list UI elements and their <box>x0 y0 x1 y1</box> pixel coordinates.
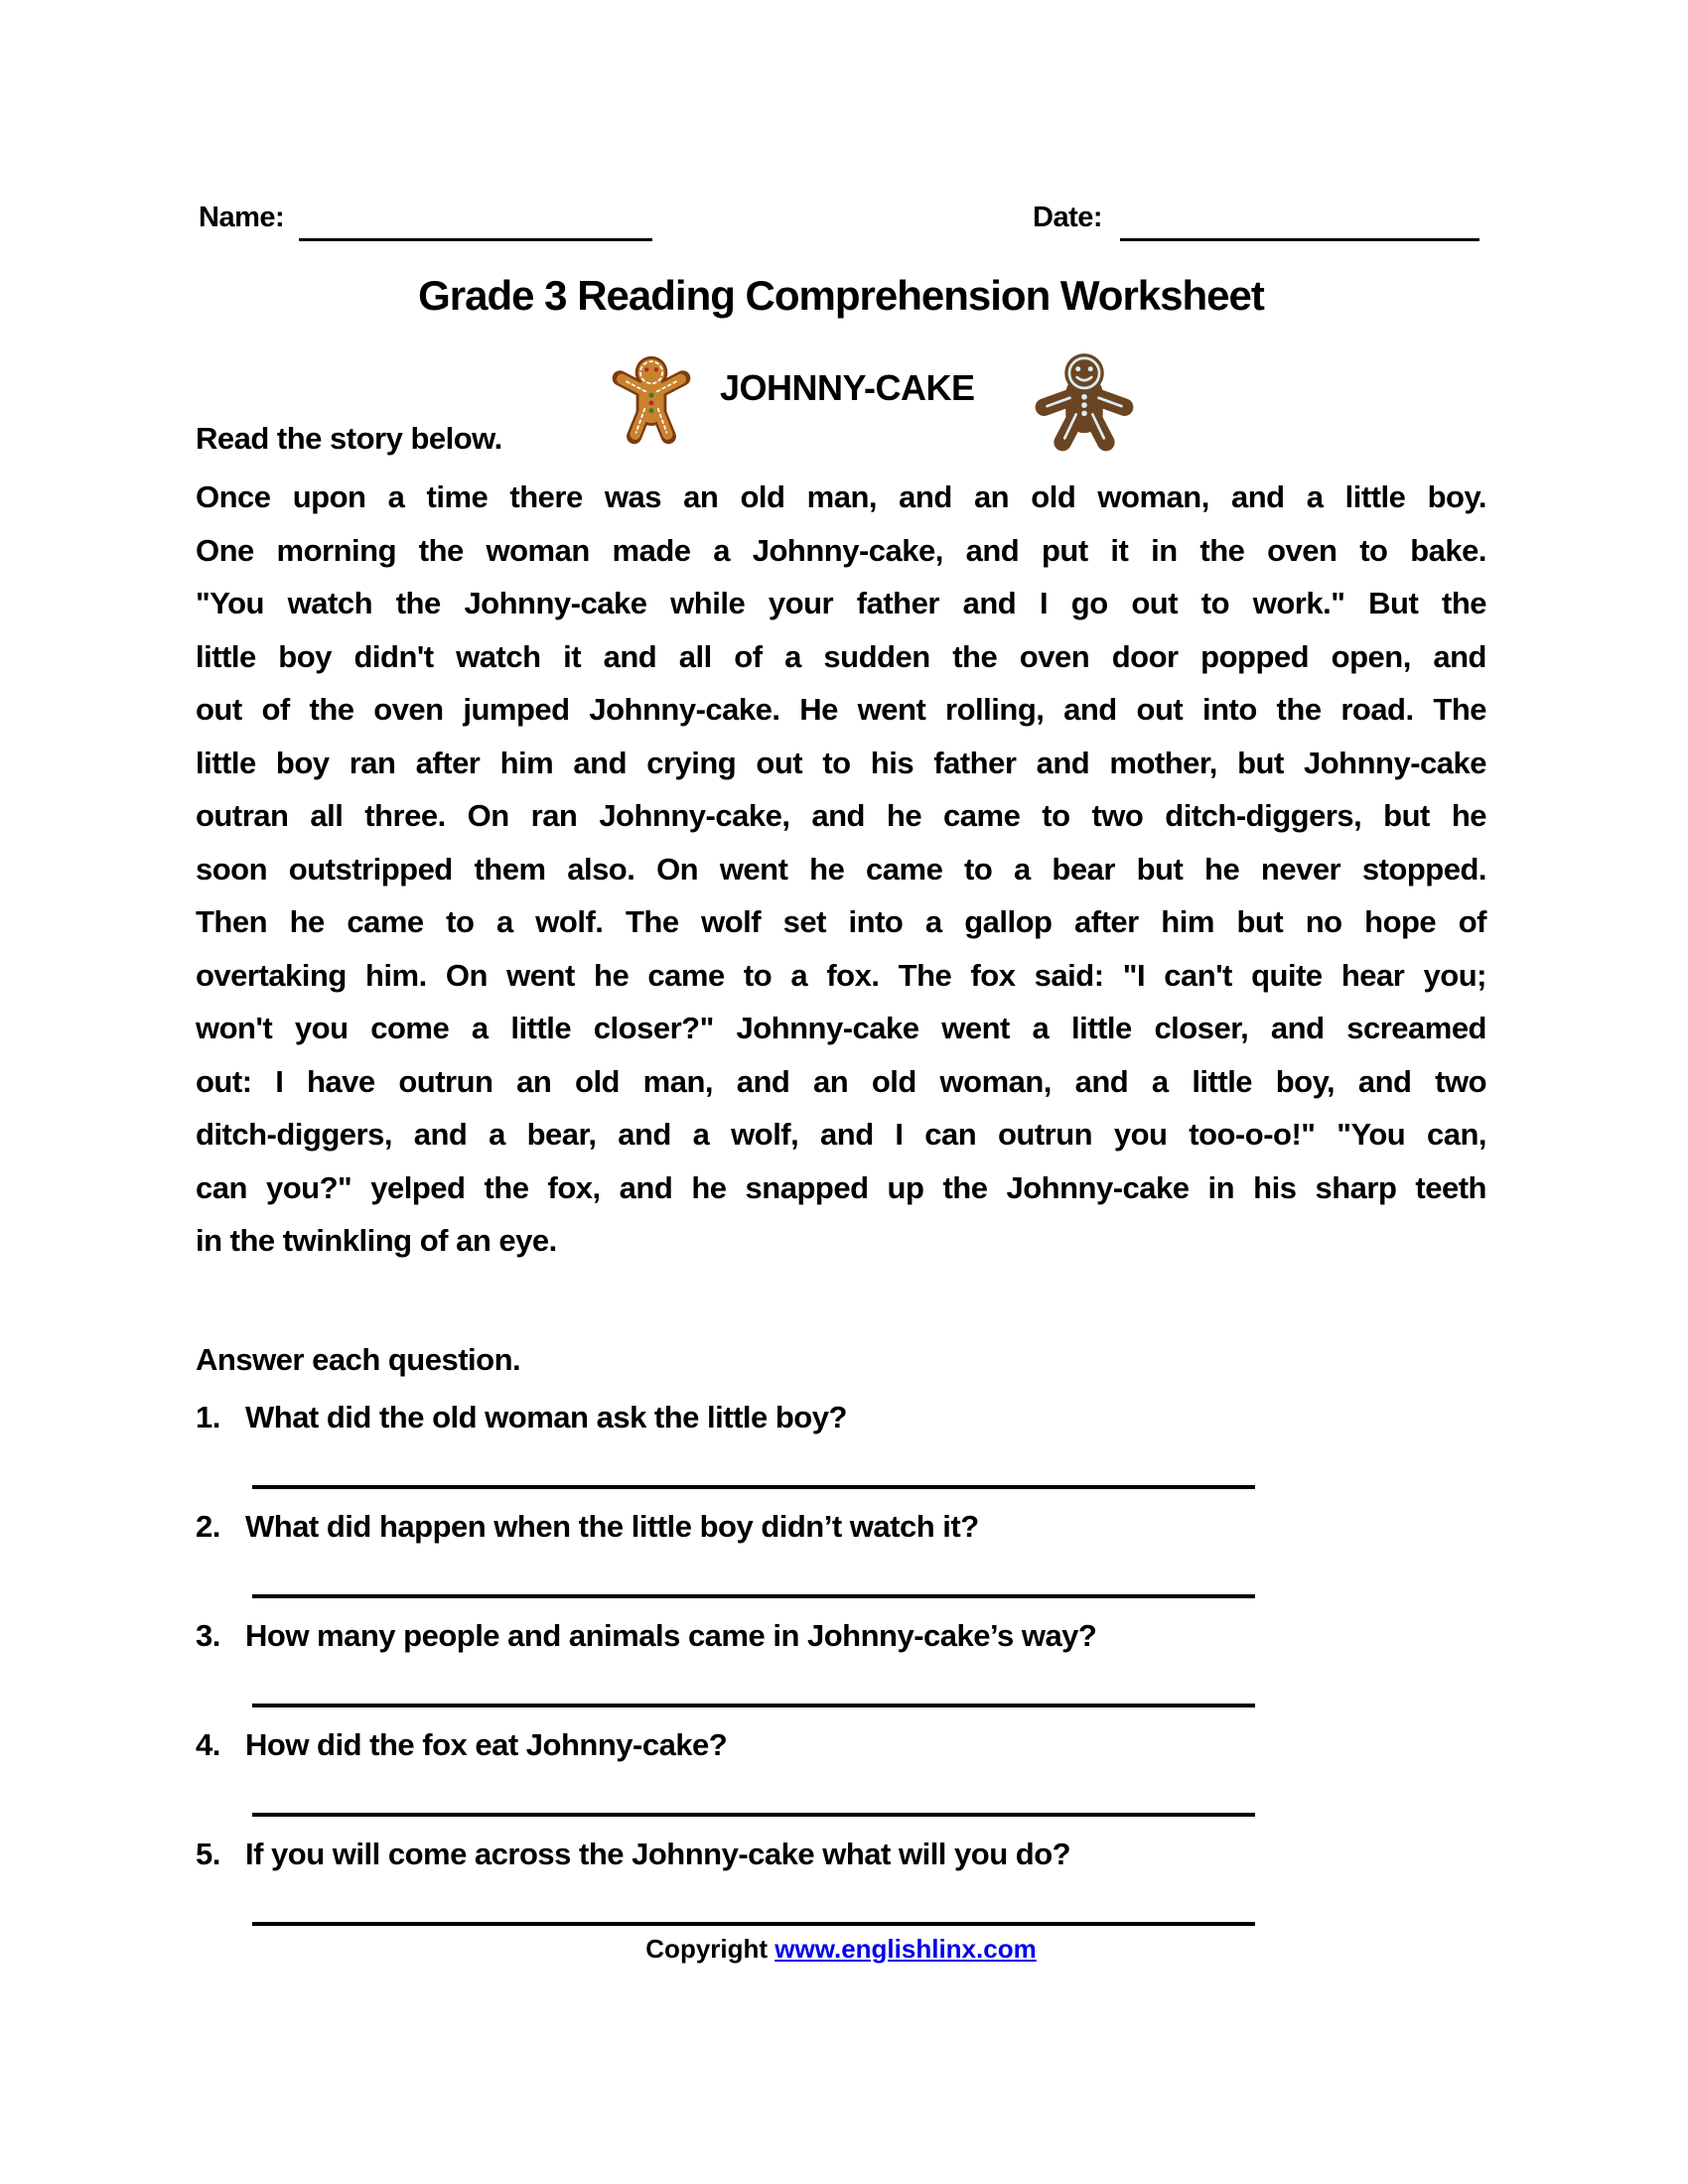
page-title: Grade 3 Reading Comprehension Worksheet <box>418 272 1264 319</box>
answer-line <box>252 1704 1255 1707</box>
question-text: What did the old woman ask the little boy? <box>245 1400 847 1434</box>
question-block <box>196 1725 1486 1835</box>
question-number: 2. <box>196 1509 220 1544</box>
story-line: outran all three. On ran Johnny-cake, and he came to two ditch-diggers, but he <box>196 798 1486 833</box>
story-line: in the twinkling of an eye. <box>196 1223 557 1258</box>
question-number: 3. <box>196 1618 220 1653</box>
story-line: soon outstripped them also. On went he came to a bear but he never stopped. <box>196 851 1486 887</box>
story-line: overtaking him. On went he came to a fox. The fox said: "I can't quite hear you; <box>196 957 1486 993</box>
question-text: How many people and animals came in Johnny-cake’s way? <box>245 1618 1097 1653</box>
question-block <box>196 1398 1486 1507</box>
gingerbread-man-dark-icon <box>1033 347 1136 459</box>
questions-list <box>196 1398 1486 1944</box>
question-text: If you will come across the Johnny-cake what will you do? <box>245 1837 1071 1871</box>
question-block <box>196 1616 1486 1725</box>
name-label: Name: <box>199 202 285 233</box>
story-paragraph <box>196 471 1486 1268</box>
story-line: out of the oven jumped Johnny-cake. He went rolling, and out into the road. The <box>196 692 1486 727</box>
question-text: How did the fox eat Johnny-cake? <box>245 1727 728 1762</box>
date-label: Date: <box>1033 202 1103 233</box>
story-line: little boy didn't watch it and all of a sudden the oven door popped open, and <box>196 638 1486 674</box>
answer-line <box>252 1813 1255 1817</box>
question-number: 1. <box>196 1400 220 1434</box>
story-line: "You watch the Johnny-cake while your father and I go out to work." But the <box>196 586 1486 620</box>
story-line: can you?" yelped the fox, and he snapped up the Johnny-cake in his sharp teeth <box>196 1169 1486 1205</box>
answer-instruction: Answer each question. <box>196 1342 521 1377</box>
copyright-label: Copyright <box>645 1934 769 1964</box>
story-line: won't you come a little closer?" Johnny-cake went a little closer, and screamed <box>196 1011 1486 1045</box>
question-number: 4. <box>196 1727 220 1762</box>
name-blank-line <box>299 238 652 241</box>
question-number: 5. <box>196 1837 220 1871</box>
question-block <box>196 1507 1486 1616</box>
gingerbread-man-light-icon <box>608 353 695 449</box>
story-line: little boy ran after him and crying out to his father and mother, but Johnny-cake <box>196 745 1486 780</box>
date-blank-line <box>1120 238 1479 241</box>
story-line: Then he came to a wolf. The wolf set into a gallop after him but no hope of <box>196 904 1486 939</box>
question-block <box>196 1835 1486 1944</box>
story-line: out: I have outrun an old man, and an old woman, and a little boy, and two <box>196 1063 1486 1099</box>
answer-line <box>252 1922 1255 1926</box>
read-instruction: Read the story below. <box>196 421 502 456</box>
story-line: ditch-diggers, and a bear, and a wolf, and I can outrun you too-o-o!" "You can, <box>196 1117 1486 1152</box>
question-text: What did happen when the little boy didn’t watch it? <box>245 1509 979 1544</box>
answer-line <box>252 1594 1255 1598</box>
copyright-link[interactable]: www.englishlinx.com <box>774 1934 1037 1964</box>
answer-line <box>252 1485 1255 1489</box>
story-heading: JOHNNY-CAKE <box>720 367 975 408</box>
story-line: One morning the woman made a Johnny-cake, and put it in the oven to bake. <box>196 532 1486 568</box>
story-line: Once upon a time there was an old man, and an old woman, and a little boy. <box>196 479 1486 514</box>
footer <box>196 1934 1486 1965</box>
